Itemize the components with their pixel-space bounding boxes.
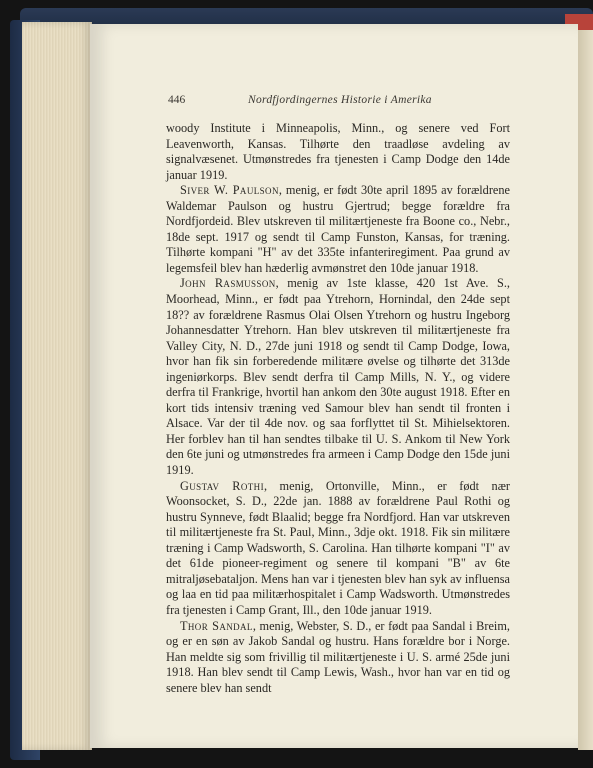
paragraph-text: , menig, Ortonville, Minn., er født nær Woonsocket, S. D., 22de jan. 1888 av forældrene Paul Rothi og hustru Synneve, født Blaalid; begge fra Nordfjord. Han var utskreven til militærtjeneste fra St. Paul, Minn., 3dje okt. 1918. Fik sin militære træning i Camp Wadsworth, S. Carolina. Han tilhørte kompani "I" av det 61de pioneer-regiment og senere til kompani "B" av 6te mitraljøsebataljon. Mens han var i tjenesten blev han syk av influensa og laa en tid paa militærhospitalet i Camp Wadsworth. Utmønstredes fra tjenesten i Camp Grant, Ill., den 10de januar 1919. — [166, 478, 510, 617]
person-name: Gustav Rothi — [180, 478, 264, 493]
facing-page-edge — [578, 30, 593, 750]
page-number: 446 — [168, 94, 186, 106]
paragraph-text: , menig, Webster, S. D., er født paa Sandal i Breim, og er en søn av Jakob Sandal og hustru. Hans forældre bor i Norge. Han meldte sig som frivillig til militærtjeneste i U. S. armé 25de juni 1918. Han blev sendt til Camp Lewis, Wash., hvor han var en tid og senere blev han sendt — [166, 618, 510, 695]
body-text — [166, 121, 510, 696]
paragraph — [166, 619, 510, 697]
paragraph — [166, 183, 510, 276]
person-name: Siver W. Paulson — [180, 183, 279, 198]
page-edges — [22, 22, 92, 750]
running-title: Nordfjordingernes Historie i Amerika — [248, 94, 432, 106]
paragraph — [166, 276, 510, 478]
paragraph — [166, 121, 510, 183]
paragraph-text: , menig av 1ste klasse, 420 1st Ave. S., Moorhead, Minn., er født paa Ytrehorn, Hornindal, den 24de sept 18?? av forældrene Rasmus Olai Olsen Ytrehorn og hustru Ingeborg Johannesdatter Ytrehorn. Han blev utskreven til militærtjeneste fra Valley City, N. D., 27de juni 1918 og sendt til Camp Dodge, Iowa, hvor han fik sin forberedende militære øvelse og tilhørte det 313de ingeniørkorps. Blev sendt derfra til Camp Mills, N. Y., og videre derfra til Frankrige, hvortil han ankom den 30te august 1918. Efter en kort tids intensiv træning ved Samour blev han sendt til fronten i Alsace. Var der til 4de nov. og saa forflyttet til St. Mihielsektoren. Her forblev han til han sendtes tilbake til U. S. Ankom til New York den 6te juni og utmønstredes fra armeen i Camp Dodge den 15de juni 1919. — [166, 276, 510, 478]
running-head — [168, 94, 488, 110]
paragraph — [166, 479, 510, 619]
paragraph-text: woody Institute i Minneapolis, Minn., og senere ved Fort Leavenworth, Kansas. Tilhørte den traadløse avdeling av signalvæsenet. Utmønstredes fra tjenesten i Camp Dodge den 14de januar 1919. — [166, 121, 510, 182]
paragraph-text: , menig, er født 30te april 1895 av forældrene Waldemar Paulson og hustru Gjertrud; begge forældre fra Nordfjordeid. Blev utskreven til militærtjeneste fra Boone co., Nebr., 18de sept. 1917 og sendt til Camp Funston, Kansas, for træning. Tilhørte kompani "H" av det 335te infanteriregiment. Paa grund av legemsfeil blev han hæderlig avmønstret den 10de januar 1918. — [166, 183, 510, 275]
person-name: John Rasmusson — [180, 276, 276, 291]
person-name: Thor Sandal — [180, 618, 253, 633]
